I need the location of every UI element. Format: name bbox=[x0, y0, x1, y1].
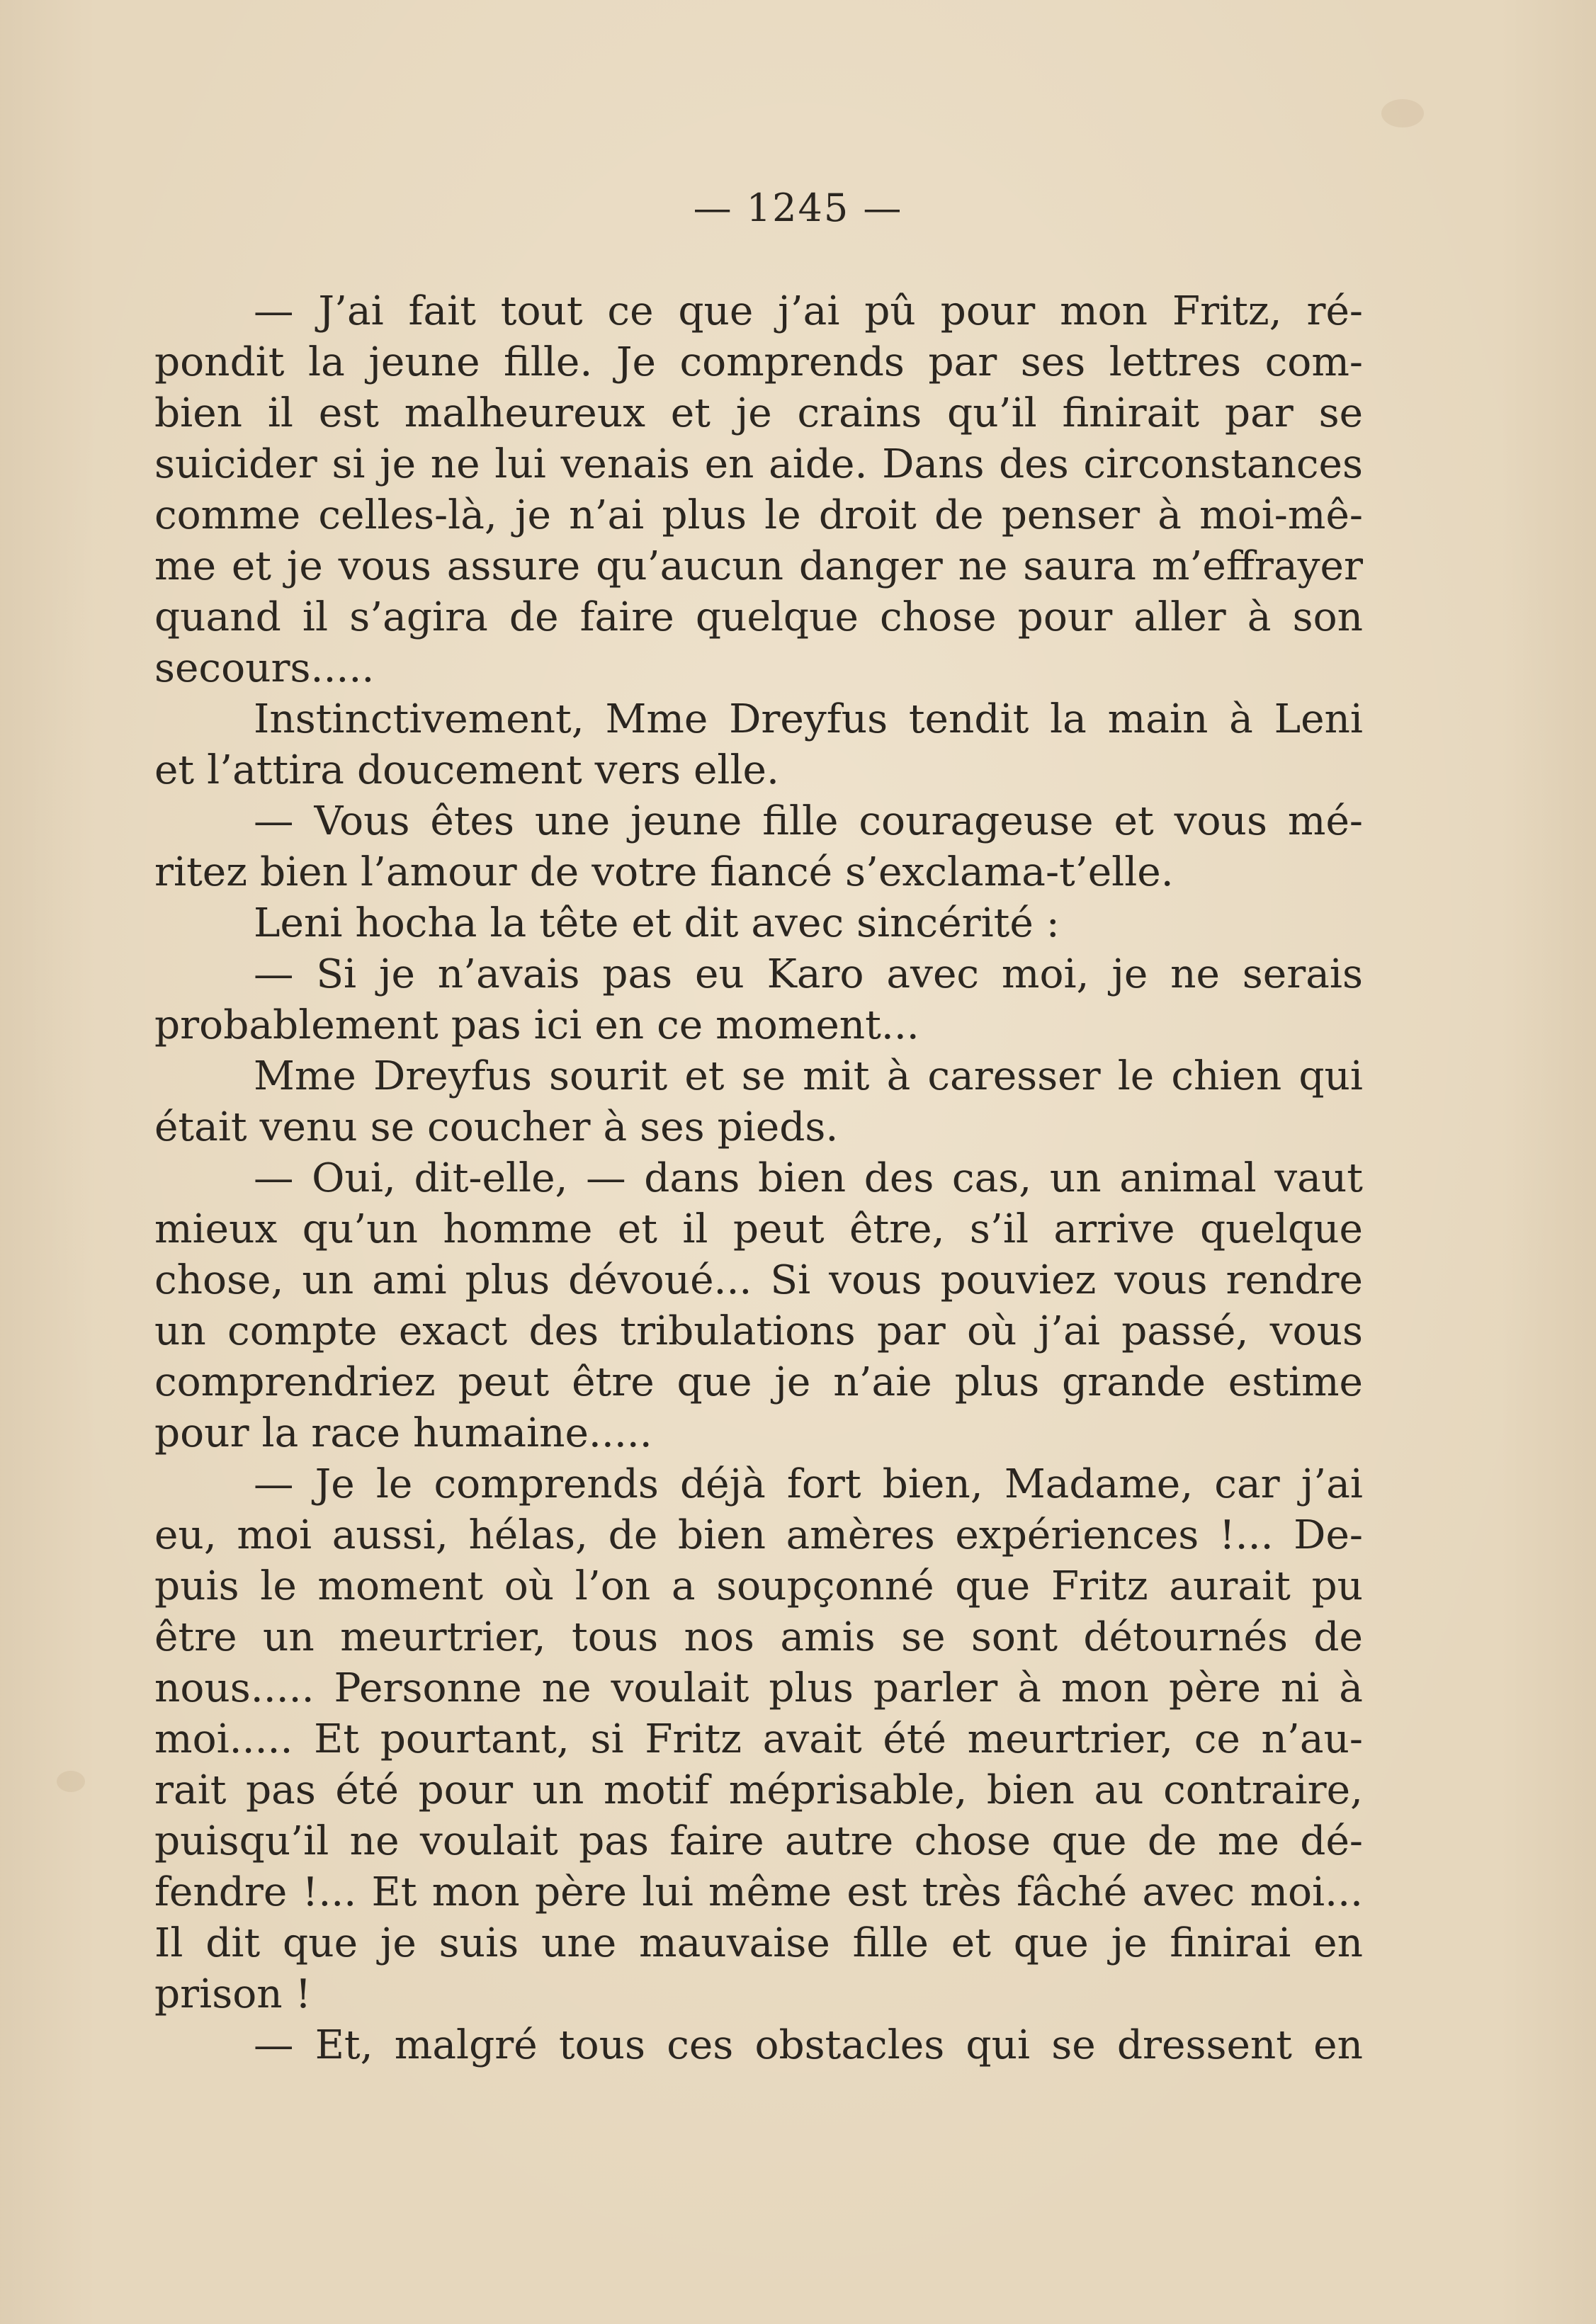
text-line: bien il est malheureux et je crains qu’il finirait par se bbox=[154, 390, 1363, 436]
text-line: chose, un ami plus dévoué... Si vous pouviez vous rendre bbox=[154, 1257, 1363, 1303]
text-line: comme celles-là, je n’ai plus le droit de penser à moi-mê- bbox=[154, 492, 1363, 538]
text-line: — Je le comprends déjà fort bien, Madame, car j’ai bbox=[254, 1461, 1363, 1507]
text-line: mieux qu’un homme et il peut être, s’il arrive quelque bbox=[154, 1206, 1363, 1252]
body-text bbox=[154, 286, 1363, 2071]
text-line: fendre !... Et mon père lui même est très fâché avec moi... bbox=[154, 1869, 1363, 1915]
text-line: nous..... Personne ne voulait plus parler à mon père ni à bbox=[154, 1665, 1363, 1711]
text-line: comprendriez peut être que je n’aie plus grande estime bbox=[154, 1359, 1363, 1405]
text-line: probablement pas ici en ce moment... bbox=[154, 1002, 919, 1048]
page-number: — 1245 — bbox=[693, 186, 903, 230]
text-line: — Et, malgré tous ces obstacles qui se dressent en bbox=[254, 2022, 1363, 2068]
text-line: — Si je n’avais pas eu Karo avec moi, je ne serais bbox=[254, 951, 1363, 997]
text-line: Instinctivement, Mme Dreyfus tendit la main à Leni bbox=[254, 696, 1363, 742]
text-line: un compte exact des tribulations par où j’ai passé, vous bbox=[154, 1308, 1363, 1354]
text-line: était venu se coucher à ses pieds. bbox=[154, 1104, 839, 1150]
paper-stain bbox=[1381, 99, 1424, 127]
text-line: — Vous êtes une jeune fille courageuse et vous mé- bbox=[254, 798, 1363, 844]
text-line: secours..... bbox=[154, 645, 375, 691]
text-line: eu, moi aussi, hélas, de bien amères expériences !... De- bbox=[154, 1512, 1363, 1558]
text-line: quand il s’agira de faire quelque chose pour aller à son bbox=[154, 594, 1363, 640]
text-line: Leni hocha la tête et dit avec sincérité : bbox=[254, 900, 1060, 946]
text-line: me et je vous assure qu’aucun danger ne saura m’effrayer bbox=[154, 543, 1363, 589]
text-line: ritez bien l’amour de votre fiancé s’exclama-t’elle. bbox=[154, 849, 1174, 895]
text-line: Il dit que je suis une mauvaise fille et que je finirai en bbox=[154, 1920, 1363, 1966]
text-line: suicider si je ne lui venais en aide. Dans des circonstances bbox=[154, 441, 1363, 487]
text-line: puisqu’il ne voulait pas faire autre chose que de me dé- bbox=[154, 1818, 1363, 1864]
text-line: prison ! bbox=[154, 1971, 312, 2017]
text-line: — Oui, dit-elle, — dans bien des cas, un animal vaut bbox=[254, 1155, 1363, 1201]
paper-stain bbox=[57, 1771, 85, 1792]
text-line: moi..... Et pourtant, si Fritz avait été meurtrier, ce n’au- bbox=[154, 1716, 1363, 1762]
text-line: — J’ai fait tout ce que j’ai pû pour mon Fritz, ré- bbox=[254, 288, 1363, 334]
text-line: et l’attira doucement vers elle. bbox=[154, 747, 779, 793]
text-line: rait pas été pour un motif méprisable, bien au contraire, bbox=[154, 1767, 1363, 1813]
text-line: être un meurtrier, tous nos amis se sont détournés de bbox=[154, 1614, 1363, 1660]
text-line: pondit la jeune fille. Je comprends par ses lettres com- bbox=[154, 339, 1363, 385]
text-line: pour la race humaine..... bbox=[154, 1410, 652, 1456]
text-line: Mme Dreyfus sourit et se mit à caresser le chien qui bbox=[254, 1053, 1363, 1099]
text-line: puis le moment où l’on a soupçonné que Fritz aurait pu bbox=[154, 1563, 1363, 1609]
